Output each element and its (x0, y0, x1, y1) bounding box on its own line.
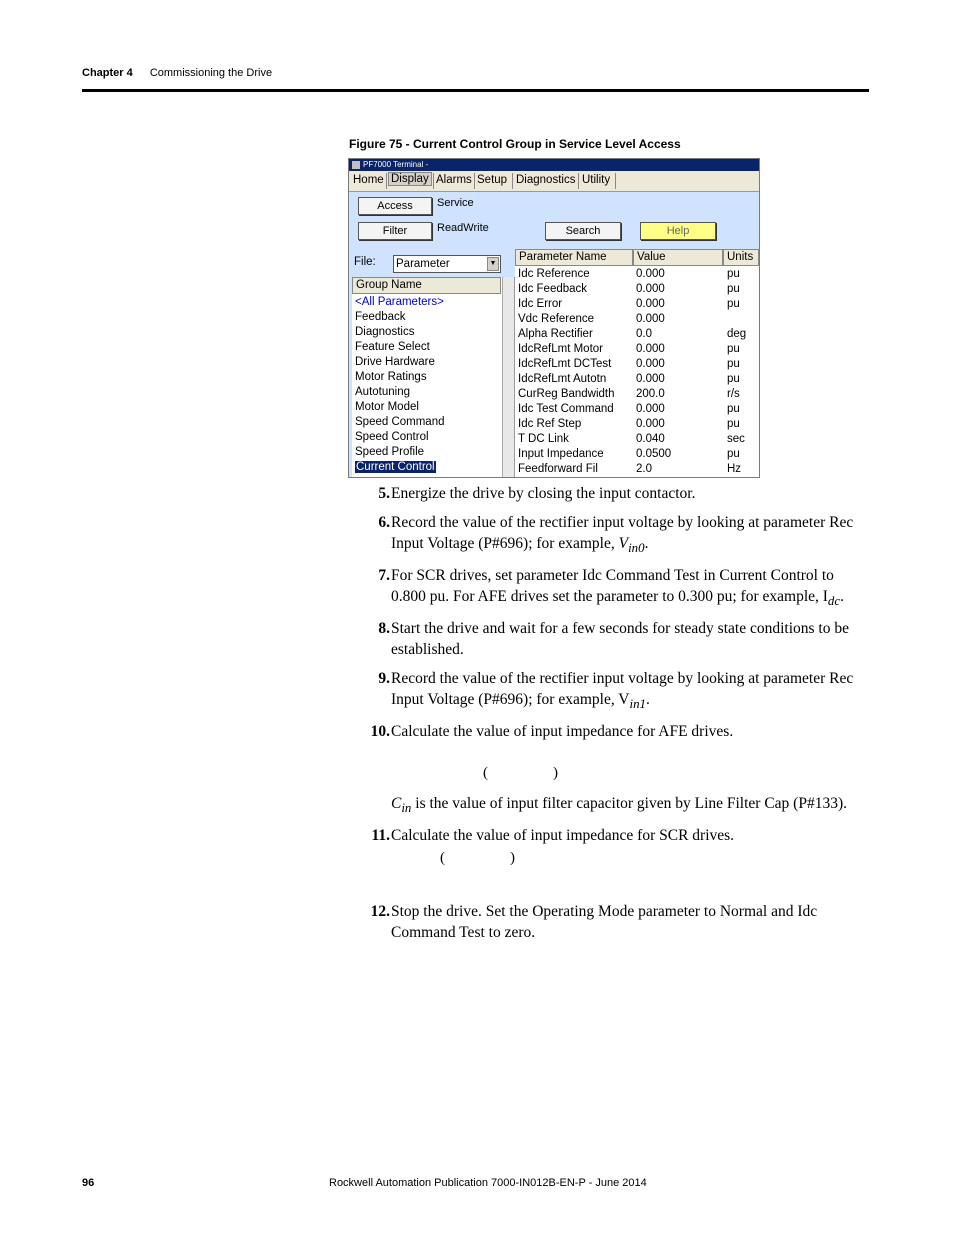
step-number: 11. (371, 827, 390, 844)
param-name-cell: Idc Test Command (518, 403, 614, 415)
param-units-cell: r/s (727, 388, 740, 400)
step-text: Stop the drive. Set the Operating Mode parameter to Normal and Idc Command Test to zero. (391, 903, 818, 941)
step-text: Energize the drive by closing the input contactor. (391, 485, 696, 502)
chevron-down-icon[interactable]: ▼ (487, 257, 499, 271)
menu-alarms[interactable]: Alarms (436, 174, 472, 186)
step-text: Calculate the value of input impedance for SCR drives. (391, 827, 735, 844)
param-name-cell: IdcRefLmt Motor (518, 343, 603, 355)
figure-caption: Figure 75 - Current Control Group in Service Level Access (349, 137, 681, 151)
group-list-item[interactable]: Autotuning (355, 386, 410, 398)
help-button[interactable]: Help (640, 222, 716, 240)
cin-note (391, 793, 871, 818)
step-text: Calculate the value of input impedance for AFE drives. (391, 723, 734, 740)
access-value: Service (437, 197, 474, 209)
menu-diagnostics[interactable]: Diagnostics (516, 174, 576, 186)
group-list-item[interactable]: Drive Hardware (355, 356, 435, 368)
param-units-cell: pu (727, 283, 740, 295)
group-name-header[interactable]: Group Name (352, 277, 501, 294)
param-value-cell[interactable]: 0.000 (636, 403, 665, 415)
param-value-cell[interactable]: 0.000 (636, 268, 665, 280)
param-units-cell: pu (727, 403, 740, 415)
param-units-cell: pu (727, 448, 740, 460)
menu-separator (512, 173, 513, 189)
group-list-item[interactable]: Speed Profile (355, 446, 425, 458)
menu-separator (474, 173, 475, 189)
param-units-cell: pu (727, 268, 740, 280)
param-units-cell: pu (727, 358, 740, 370)
param-name-cell: Idc Feedback (518, 283, 588, 295)
running-header (82, 67, 272, 79)
group-list-item[interactable]: Feature Select (355, 341, 430, 353)
file-select-value: Parameter (396, 258, 450, 270)
param-value-header[interactable]: Value (633, 249, 723, 266)
param-name-cell: Feedforward Fil (518, 463, 598, 475)
publication-info: Rockwell Automation Publication 7000-IN012B-EN-P - June 2014 (329, 1177, 647, 1189)
cin-variable: C (391, 795, 402, 812)
step-number: 7. (378, 567, 390, 584)
equation-close-paren: ) (510, 850, 515, 866)
group-list-item[interactable]: <All Parameters> (355, 296, 444, 308)
menu-separator (386, 173, 387, 189)
menu-bar (349, 171, 759, 192)
filter-value: ReadWrite (437, 222, 489, 234)
file-label: File: (354, 256, 376, 268)
param-units-cell: pu (727, 373, 740, 385)
param-name-cell: Idc Error (518, 298, 563, 310)
step-text: Start the drive and wait for a few seconds for steady state conditions to be established. (391, 620, 849, 658)
param-name-cell: Idc Reference (518, 268, 590, 280)
param-units-cell: pu (727, 418, 740, 430)
param-units-cell: pu (727, 343, 740, 355)
param-units-cell: deg (727, 328, 747, 340)
menu-display[interactable]: Display (388, 172, 432, 186)
param-name-header[interactable]: Parameter Name (515, 249, 633, 266)
param-name-cell: CurReg Bandwidth (518, 388, 615, 400)
param-value-cell[interactable]: 0.000 (636, 373, 665, 385)
menu-utility[interactable]: Utility (582, 174, 611, 186)
group-list-item[interactable]: Feedback (355, 311, 406, 323)
param-name-cell: IdcRefLmt Autotn (518, 373, 607, 385)
param-name-cell: Alpha Rectifier (518, 328, 593, 340)
filter-button[interactable]: Filter (358, 222, 432, 240)
menu-separator (578, 173, 579, 189)
param-units-cell: Hz (727, 463, 742, 475)
param-units-header[interactable]: Units (723, 249, 759, 266)
access-button[interactable]: Access (358, 197, 432, 215)
cin-text: is the value of input filter capacitor given by Line Filter Cap (P#133). (411, 795, 848, 812)
param-units-cell: sec (727, 433, 745, 445)
group-list-item[interactable]: Speed Control (355, 431, 429, 443)
page-number: 96 (82, 1177, 95, 1189)
parameter-table (515, 249, 760, 478)
step-text: Record the value of the rectifier input voltage by looking at parameter Rec Input Voltage (P#696); for example, $V_{in0}$. (391, 514, 854, 556)
window-title: PF7000 Terminal - (363, 160, 429, 169)
param-value-cell[interactable]: 0.000 (636, 298, 665, 310)
group-list-item[interactable]: Current Control (356, 461, 435, 473)
step-number: 6. (378, 514, 390, 531)
group-list-item[interactable]: Motor Model (355, 401, 419, 413)
menu-home[interactable]: Home (353, 174, 384, 186)
param-value-cell[interactable]: 0.0 (636, 328, 652, 340)
group-list-item[interactable]: Motor Ratings (355, 371, 427, 383)
param-units-cell: pu (727, 298, 740, 310)
group-list-item[interactable]: Speed Command (355, 416, 445, 428)
step-text: Record the value of the rectifier input voltage by looking at parameter Rec Input Voltage (P#696); for example, $V_{in1}$. (391, 670, 854, 712)
param-value-cell[interactable]: 0.000 (636, 313, 665, 325)
search-button[interactable]: Search (545, 222, 621, 240)
param-name-cell: Vdc Reference (518, 313, 595, 325)
param-name-cell: IdcRefLmt DCTest (518, 358, 612, 370)
equation-close-paren: ) (553, 765, 558, 781)
chapter-title: Commissioning the Drive (149, 67, 273, 79)
step-number: 12. (370, 903, 390, 920)
param-value-cell[interactable]: 0.000 (636, 283, 665, 295)
window-titlebar (349, 159, 759, 171)
param-value-cell[interactable]: 200.0 (636, 388, 665, 400)
param-name-cell: Input Impedance (518, 448, 604, 460)
step-number: 5. (378, 485, 390, 502)
step-text: For SCR drives, set parameter Idc Command Test in Current Control to 0.800 pu. For AFE drives set the parameter to 0.300 pu; for example, $I_{dc}$. (391, 567, 844, 609)
param-name-cell: Idc Ref Step (518, 418, 582, 430)
file-select[interactable] (393, 255, 501, 273)
equation-open-paren: ( (483, 765, 488, 781)
group-list-panel (352, 277, 515, 478)
param-value-cell[interactable]: 0.000 (636, 343, 665, 355)
param-value-cell[interactable]: 0.040 (636, 433, 665, 445)
cin-subscript: in (401, 800, 412, 816)
equation-open-paren: ( (440, 850, 445, 866)
param-value-cell[interactable]: 2.0 (636, 463, 652, 475)
menu-separator (615, 173, 616, 189)
step-number: 9. (378, 670, 390, 687)
header-rule (82, 89, 869, 92)
param-value-cell[interactable]: 0.000 (636, 358, 665, 370)
param-value-cell[interactable]: 0.0500 (636, 448, 672, 460)
step-number: 10. (370, 723, 390, 740)
app-icon (352, 161, 360, 169)
step-number: 8. (378, 620, 390, 637)
menu-setup[interactable]: Setup (477, 174, 508, 186)
group-list-scrollbar[interactable] (502, 277, 514, 478)
param-name-cell: T DC Link (518, 433, 569, 445)
param-value-cell[interactable]: 0.000 (636, 418, 665, 430)
menu-separator (433, 173, 434, 189)
terminal-window (348, 158, 760, 478)
chapter-label: Chapter 4 (82, 67, 133, 79)
group-list-item[interactable]: Diagnostics (355, 326, 415, 338)
